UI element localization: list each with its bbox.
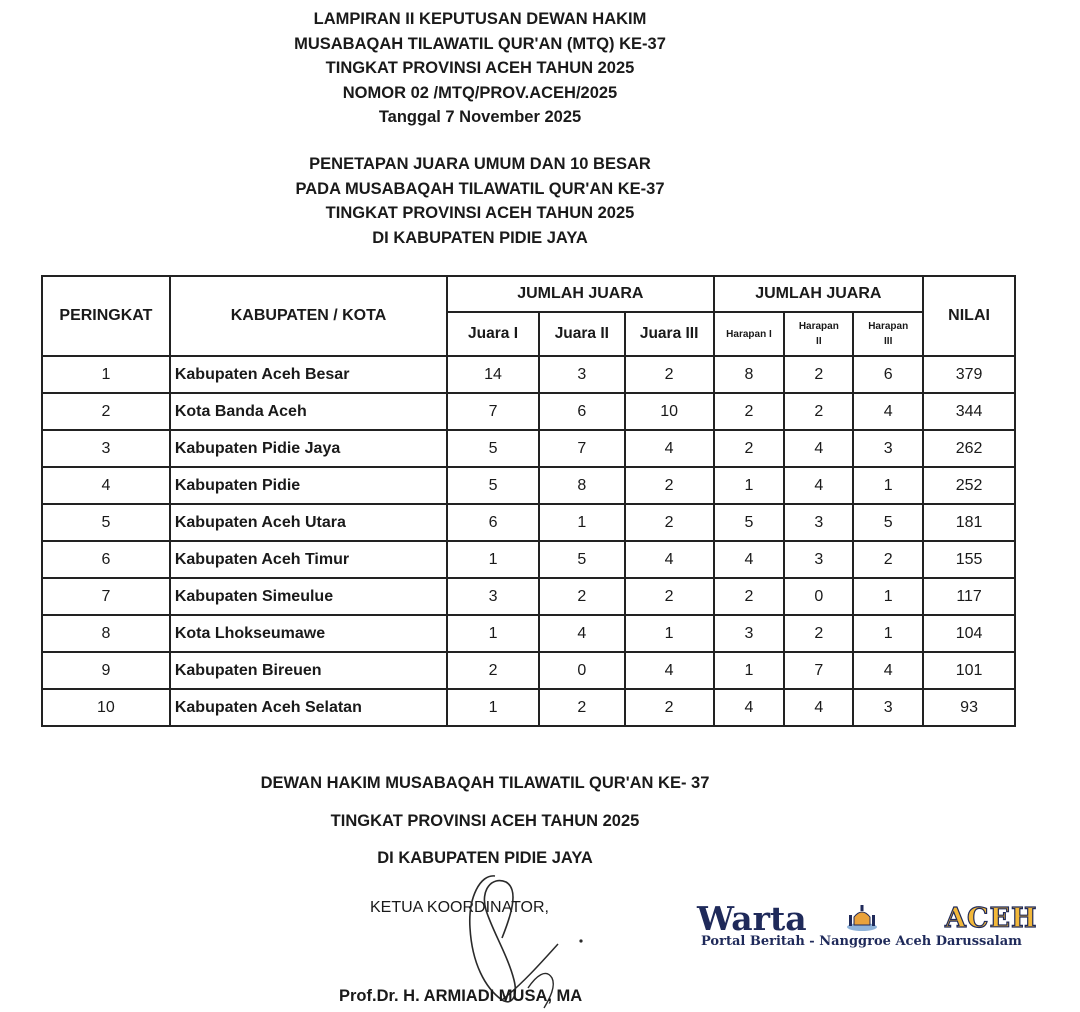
cell-nilai: 379 — [923, 356, 1015, 393]
cell-j1: 5 — [447, 467, 539, 504]
cell-j3: 2 — [625, 504, 714, 541]
cell-j2: 1 — [539, 504, 625, 541]
cell-peringkat: 7 — [42, 578, 170, 615]
cell-j2: 2 — [539, 689, 625, 726]
cell-h2: 4 — [784, 467, 853, 504]
cell-nilai: 155 — [923, 541, 1015, 578]
cell-h2: 4 — [784, 430, 853, 467]
cell-kabupaten: Kabupaten Pidie Jaya — [170, 430, 447, 467]
header-harapan-3 — [853, 312, 923, 356]
cell-j1: 1 — [447, 689, 539, 726]
cell-h1: 2 — [714, 578, 785, 615]
cell-kabupaten: Kabupaten Aceh Utara — [170, 504, 447, 541]
cell-j1: 2 — [447, 652, 539, 689]
cell-j3: 4 — [625, 541, 714, 578]
cell-h3: 4 — [853, 393, 923, 430]
cell-j2: 8 — [539, 467, 625, 504]
cell-peringkat: 10 — [42, 689, 170, 726]
cell-peringkat: 8 — [42, 615, 170, 652]
cell-h2: 3 — [784, 504, 853, 541]
cell-j3: 2 — [625, 356, 714, 393]
footer-council-name: DEWAN HAKIM MUSABAQAH TILAWATIL QUR'AN KE- 37 — [260, 774, 710, 792]
cell-nilai: 252 — [923, 467, 1015, 504]
cell-h2: 3 — [784, 541, 853, 578]
cell-peringkat: 9 — [42, 652, 170, 689]
cell-j3: 10 — [625, 393, 714, 430]
cell-nilai: 344 — [923, 393, 1015, 430]
table-body — [42, 356, 1015, 726]
cell-kabupaten: Kabupaten Bireuen — [170, 652, 447, 689]
cell-peringkat: 3 — [42, 430, 170, 467]
table-row — [42, 615, 1015, 652]
cell-j1: 6 — [447, 504, 539, 541]
cell-nilai: 262 — [923, 430, 1015, 467]
header-juara-1: Juara I — [447, 312, 539, 356]
cell-kabupaten: Kabupaten Aceh Timur — [170, 541, 447, 578]
header-jumlah-harapan: JUMLAH JUARA — [714, 276, 924, 312]
header-juara-3: Juara III — [625, 312, 714, 356]
cropped-text-mark — [68, 0, 166, 2]
header-jumlah-juara: JUMLAH JUARA — [447, 276, 713, 312]
cell-nilai: 104 — [923, 615, 1015, 652]
cell-h3: 1 — [853, 615, 923, 652]
document-title-line: PENETAPAN JUARA UMUM DAN 10 BESAR — [309, 155, 651, 173]
cell-j2: 3 — [539, 356, 625, 393]
cell-h1: 8 — [714, 356, 785, 393]
cell-j1: 14 — [447, 356, 539, 393]
cell-h1: 1 — [714, 467, 785, 504]
cell-j2: 4 — [539, 615, 625, 652]
header-harapan-2 — [784, 312, 853, 356]
cell-h3: 5 — [853, 504, 923, 541]
watermark-tagline: Portal Beritah - Nanggroe Aceh Darussalam — [701, 934, 1022, 949]
watermark-brand: Warta — [697, 899, 807, 938]
cell-h2: 4 — [784, 689, 853, 726]
table-row — [42, 393, 1015, 430]
cell-nilai: 181 — [923, 504, 1015, 541]
cell-h3: 4 — [853, 652, 923, 689]
cell-kabupaten: Kabupaten Aceh Selatan — [170, 689, 447, 726]
cell-h3: 6 — [853, 356, 923, 393]
cell-nilai: 93 — [923, 689, 1015, 726]
header-harapan-2-numeral: II — [816, 336, 822, 347]
cell-h2: 2 — [784, 393, 853, 430]
cell-h3: 1 — [853, 578, 923, 615]
cell-h2: 0 — [784, 578, 853, 615]
cell-peringkat: 1 — [42, 356, 170, 393]
header-harapan-3-label: Harapan — [868, 321, 909, 332]
cell-kabupaten: Kabupaten Aceh Besar — [170, 356, 447, 393]
header-harapan-3-numeral: III — [884, 336, 893, 347]
cell-peringkat: 2 — [42, 393, 170, 430]
results-table — [41, 275, 1016, 727]
header-nilai: NILAI — [923, 276, 1015, 356]
decree-date: Tanggal 7 November 2025 — [378, 108, 582, 126]
table-row — [42, 578, 1015, 615]
header-peringkat: PERINGKAT — [42, 276, 170, 356]
cell-j1: 1 — [447, 615, 539, 652]
decree-title-line: TINGKAT PROVINSI ACEH TAHUN 2025 — [325, 59, 635, 77]
cell-h1: 5 — [714, 504, 785, 541]
cell-kabupaten: Kabupaten Simeulue — [170, 578, 447, 615]
table-row — [42, 689, 1015, 726]
cell-h1: 2 — [714, 393, 785, 430]
cell-j3: 1 — [625, 615, 714, 652]
watermark-region: ACEH — [945, 903, 1038, 934]
document-title-line: TINGKAT PROVINSI ACEH TAHUN 2025 — [325, 204, 635, 222]
cell-h1: 2 — [714, 430, 785, 467]
table-row — [42, 652, 1015, 689]
document-title-line: PADA MUSABAQAH TILAWATIL QUR'AN KE-37 — [295, 179, 665, 198]
cell-j3: 2 — [625, 689, 714, 726]
cell-j2: 6 — [539, 393, 625, 430]
cell-h2: 7 — [784, 652, 853, 689]
signer-name: Prof.Dr. H. ARMIADI MUSA, MA — [339, 987, 583, 1005]
table-row — [42, 541, 1015, 578]
table-row — [42, 504, 1015, 541]
cell-peringkat: 6 — [42, 541, 170, 578]
table-row — [42, 467, 1015, 504]
cell-h1: 1 — [714, 652, 785, 689]
cell-h1: 4 — [714, 541, 785, 578]
cell-peringkat: 5 — [42, 504, 170, 541]
footer-level: TINGKAT PROVINSI ACEH TAHUN 2025 — [330, 812, 640, 830]
cell-j1: 1 — [447, 541, 539, 578]
cell-nilai: 101 — [923, 652, 1015, 689]
header-harapan-1 — [714, 312, 785, 356]
cell-h3: 2 — [853, 541, 923, 578]
decree-header — [180, 7, 780, 130]
cell-h3: 1 — [853, 467, 923, 504]
cell-j3: 4 — [625, 652, 714, 689]
decree-title-line: MUSABAQAH TILAWATIL QUR'AN (MTQ) KE-37 — [294, 34, 666, 53]
table-header-row — [42, 276, 1015, 312]
header-juara-2: Juara II — [539, 312, 625, 356]
cell-h2: 2 — [784, 615, 853, 652]
header-kabupaten: KABUPATEN / KOTA — [170, 276, 447, 356]
cell-kabupaten: Kota Lhokseumawe — [170, 615, 447, 652]
cell-peringkat: 4 — [42, 467, 170, 504]
document-title — [180, 152, 780, 250]
watermark-logo — [697, 899, 1038, 960]
cell-j3: 2 — [625, 578, 714, 615]
cell-j2: 0 — [539, 652, 625, 689]
cell-h1: 4 — [714, 689, 785, 726]
cell-kabupaten: Kabupaten Pidie — [170, 467, 447, 504]
cell-j3: 2 — [625, 467, 714, 504]
cell-h1: 3 — [714, 615, 785, 652]
header-harapan-2-label: Harapan — [798, 321, 839, 332]
decree-title-line: LAMPIRAN II KEPUTUSAN DEWAN HAKIM — [313, 10, 647, 28]
cell-j1: 7 — [447, 393, 539, 430]
header-harapan-1-label: Harapan I — [726, 328, 772, 340]
cell-j1: 3 — [447, 578, 539, 615]
table-row — [42, 356, 1015, 393]
decree-number: NOMOR 02 /MTQ/PROV.ACEH/2025 — [342, 83, 618, 102]
cell-j1: 5 — [447, 430, 539, 467]
cell-h2: 2 — [784, 356, 853, 393]
footer-location: DI KABUPATEN PIDIE JAYA — [377, 849, 593, 867]
cell-j2: 2 — [539, 578, 625, 615]
cell-h3: 3 — [853, 430, 923, 467]
signer-title: KETUA KOORDINATOR, — [370, 899, 549, 916]
cell-nilai: 117 — [923, 578, 1015, 615]
cell-j2: 7 — [539, 430, 625, 467]
cell-kabupaten: Kota Banda Aceh — [170, 393, 447, 430]
mosque-emblem-icon — [845, 903, 879, 933]
cell-j2: 5 — [539, 541, 625, 578]
document-title-line: DI KABUPATEN PIDIE JAYA — [372, 228, 588, 247]
cell-h3: 3 — [853, 689, 923, 726]
cell-j3: 4 — [625, 430, 714, 467]
table-row — [42, 430, 1015, 467]
